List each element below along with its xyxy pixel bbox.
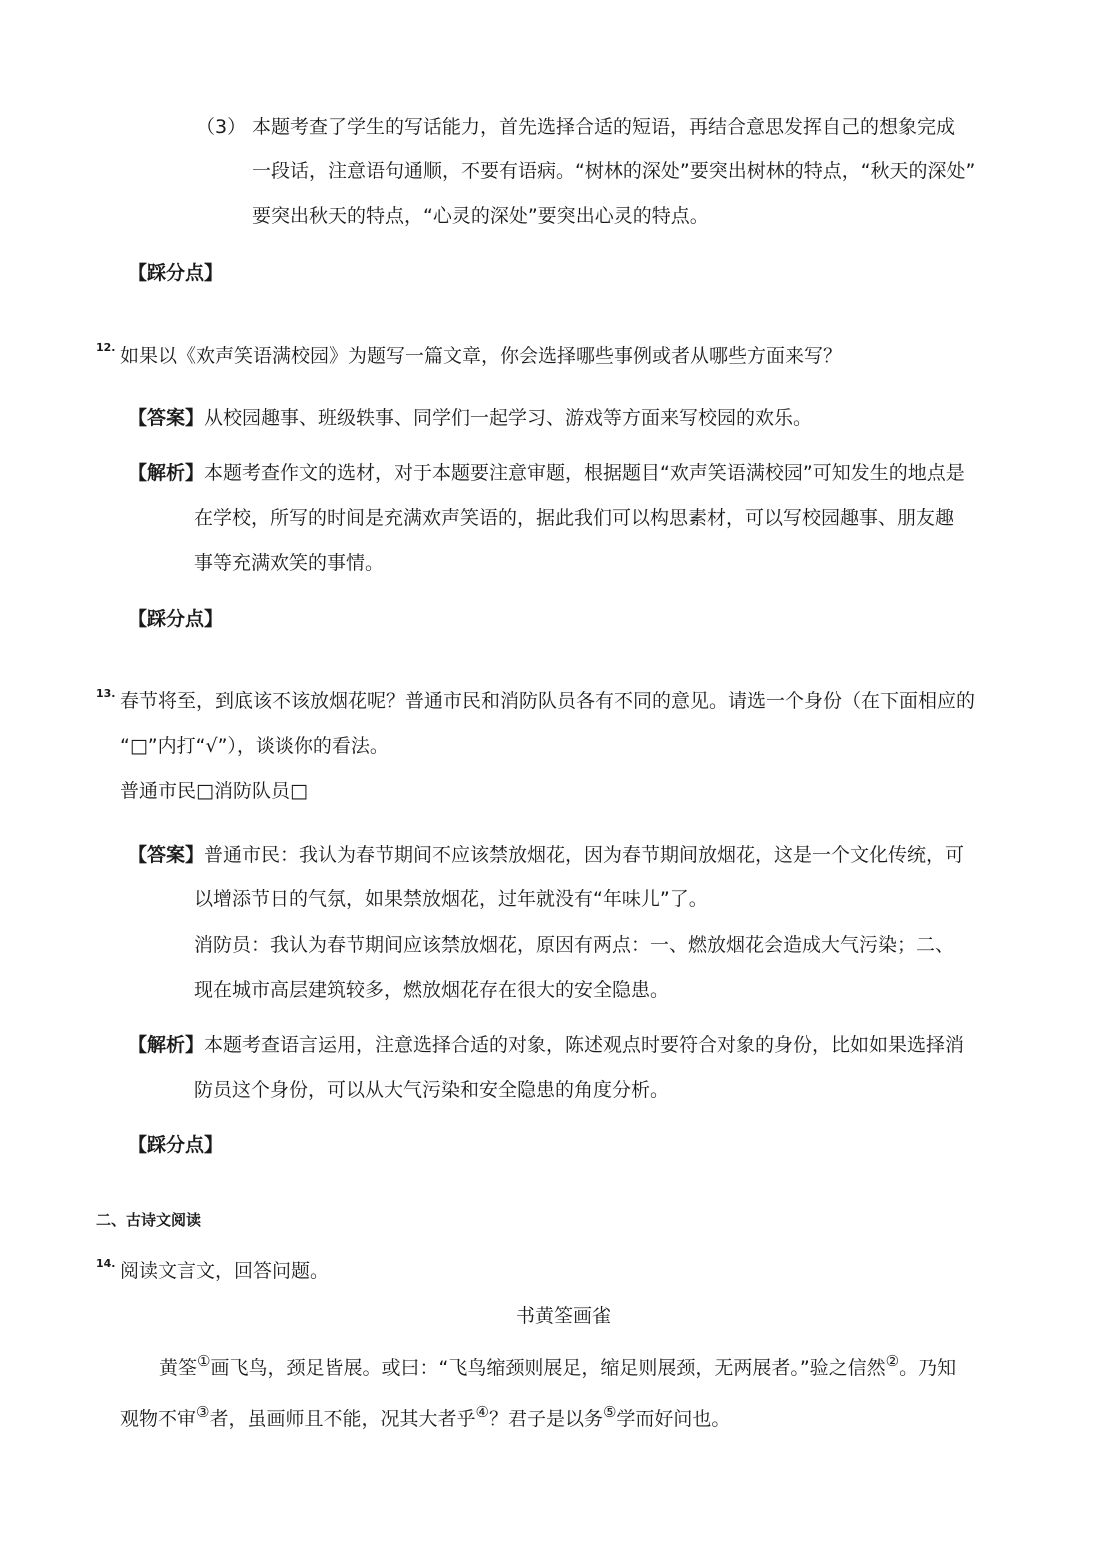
analysis-line: 一段话，注意语句通顺，不要有语病。“树林的深处”要突出树林的特点，“秋天的深处”	[252, 160, 976, 182]
question-text: “□”内打“√”），谈谈你的看法。	[120, 735, 389, 757]
question-number: 14.	[96, 1257, 116, 1270]
analysis-line: 事等充满欢笑的事情。	[194, 552, 385, 574]
question-text: 春节将至，到底该不该放烟花呢？普通市民和消防队员各有不同的意见。请选一个身份（在下面相应的	[120, 690, 976, 712]
analysis-text: 本题考查作文的选材，对于本题要注意审题，根据题目“欢声笑语满校园”可知发生的地点是	[204, 462, 965, 484]
answer-text: 普通市民：我认为春节期间不应该禁放烟花，因为春节期间放烟花，这是一个文化传统，可	[204, 844, 965, 866]
footnote-marker: ⑤	[602, 1403, 617, 1421]
analysis-text: 本题考查语言运用，注意选择合适的对象，陈述观点时要符合对象的身份，比如如果选择消	[204, 1034, 965, 1056]
answer-line	[128, 406, 812, 430]
answer-tag: 【答案】	[128, 407, 205, 429]
answer-line: 现在城市高层建筑较多，燃放烟花存在很大的安全隐患。	[194, 979, 670, 1001]
footnote-marker: ①	[197, 1352, 211, 1370]
passage-line: 观物不审③者，虽画师且不能，况其大者乎④？君子是以务⑤学而好问也。	[120, 1403, 731, 1430]
analysis-line	[128, 1033, 964, 1057]
analysis-tag: 【解析】	[128, 1034, 205, 1056]
analysis-tag: 【解析】	[128, 462, 205, 484]
footnote-marker: ③	[196, 1403, 210, 1421]
footnote-marker: ④	[475, 1403, 489, 1421]
question-text: 阅读文言文，回答问题。	[120, 1260, 330, 1282]
score-point-label: 【踩分点】	[128, 1134, 224, 1156]
analysis-line: 在学校，所写的时间是充满欢声笑语的，据此我们可以构思素材，可以写校园趣事、朋友趣	[194, 507, 955, 529]
answer-line	[128, 843, 964, 867]
question-number: 12.	[96, 341, 116, 354]
answer-text: 从校园趣事、班级轶事、同学们一起学习、游戏等方面来写校园的欢乐。	[204, 407, 813, 429]
analysis-line: 本题考查了学生的写话能力，首先选择合适的短语，再结合意思发挥自己的想象完成	[252, 116, 956, 138]
score-point-label: 【踩分点】	[128, 608, 224, 630]
answer-line: 消防员：我认为春节期间应该禁放烟花，原因有两点：一、燃放烟花会造成大气污染；二、	[194, 934, 955, 956]
passage-line: 黄筌①画飞鸟，颈足皆展。或曰：“飞鸟缩颈则展足，缩足则展颈，无两展者。”验之信然②。乃知	[159, 1352, 957, 1379]
sub-question-number: （3）	[196, 116, 247, 138]
score-point-label: 【踩分点】	[128, 262, 224, 284]
footnote-marker: ②	[885, 1352, 900, 1370]
answer-line: 以增添节日的气氛，如果禁放烟花，过年就没有“年味儿”了。	[194, 888, 708, 910]
question-text: 如果以《欢声笑语满校园》为题写一篇文章，你会选择哪些事例或者从哪些方面来写？	[120, 345, 843, 367]
section-heading: 二、古诗文阅读	[96, 1211, 202, 1229]
analysis-line: 要突出秋天的特点，“心灵的深处”要突出心灵的特点。	[252, 205, 709, 227]
answer-tag: 【答案】	[128, 844, 205, 866]
analysis-line: 防员这个身份，可以从大气污染和安全隐患的角度分析。	[194, 1079, 670, 1101]
analysis-line	[128, 461, 965, 485]
passage-title: 书黄筌画雀	[516, 1305, 612, 1327]
question-number: 13.	[96, 687, 116, 700]
question-options: 普通市民□消防队员□	[120, 780, 308, 802]
